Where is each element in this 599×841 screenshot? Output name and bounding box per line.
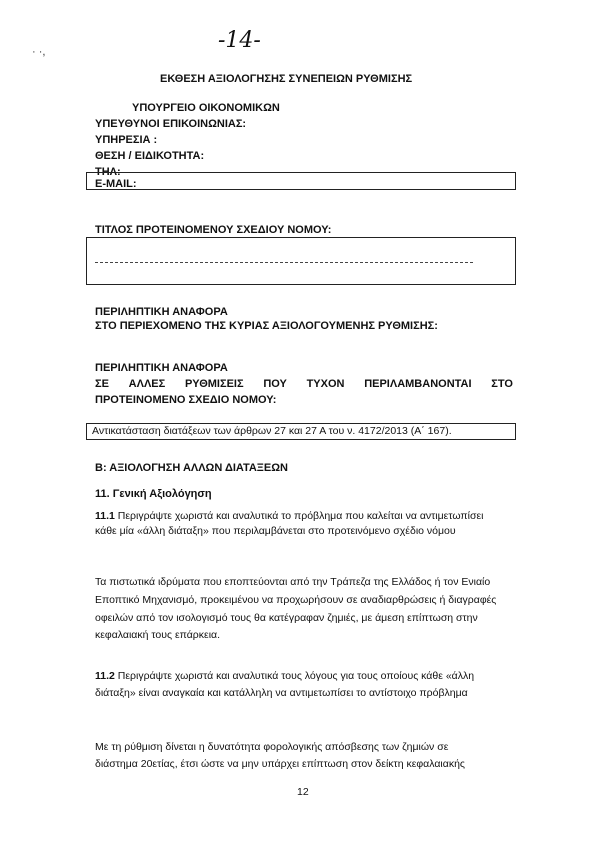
question-11-1-number: 11.1 — [95, 510, 115, 522]
summary-main-heading: ΠΕΡΙΛΗΠΤΙΚΗ ΑΝΑΦΟΡΑ — [95, 306, 228, 318]
summary-other-answer: Αντικατάσταση διατάξεων των άρθρων 27 και 27 Α του ν. 4172/2013 (Α΄ 167). — [92, 425, 452, 437]
general-evaluation-heading: 11. Γενική Αξιολόγηση — [95, 488, 212, 500]
page-number: 12 — [297, 786, 309, 798]
question-11-1-line2: κάθε μία «άλλη διάταξη» που περιλαμβάνεται στο προτεινόμενο σχέδιο νόμου — [95, 525, 456, 537]
summary-other-subheading-line3: ΠΡΟΤΕΙΝΟΜΕΝΟ ΣΧΕΔΙΟ ΝΟΜΟΥ: — [95, 394, 277, 406]
bill-title-label: ΤΙΤΛΟΣ ΠΡΟΤΕΙΝΟΜΕΝΟΥ ΣΧΕΔΙΟΥ ΝΟΜΟΥ: — [95, 224, 332, 236]
answer-11-2-line2: διάστημα 20ετίας, έτσι ώστε να μην υπάρχει επίπτωση στον δείκτη κεφαλαιακής — [95, 758, 465, 770]
summary-main-subheading: ΣΤΟ ΠΕΡΙΕΧΟΜΕΝΟ ΤΗΣ ΚΥΡΙΑΣ ΑΞΙΟΛΟΓΟΥΜΕΝΗΣ ΡΥΘΜΙΣΗΣ: — [95, 320, 438, 332]
question-11-1-text: Περιγράψτε χωριστά και αναλυτικά το πρόβλημα που καλείται να αντιμετωπίσει — [117, 510, 484, 522]
scan-marks: · ·, — [32, 46, 46, 58]
answer-11-1-line4: κεφαλαιακή τους επάρκεια. — [95, 629, 221, 641]
service-label: ΥΠΗΡΕΣΙΑ : — [95, 134, 158, 146]
contact-label: ΥΠΕΥΘΥΝΟΙ ΕΠΙΚΟΙΝΩΝΙΑΣ: — [95, 118, 247, 130]
question-11-2-line2: διάταξη» είναι αναγκαία και κατάλληλη να αντιμετωπίσει το αντίστοιχο πρόβλημα — [95, 687, 468, 699]
ministry-label: ΥΠΟΥΡΓΕΙΟ ΟΙΚΟΝΟΜΙΚΩΝ — [132, 102, 280, 114]
summary-other-word: ΤΥΧΟΝ — [306, 378, 345, 390]
summary-other-word: ΣΤΟ — [491, 378, 513, 390]
phone-label: ΤΗΛ: — [95, 166, 121, 178]
question-11-1-line1 — [95, 510, 483, 522]
bill-title-box — [86, 237, 516, 285]
question-11-2-number: 11.2 — [95, 670, 115, 682]
answer-11-1-line3: οφειλών από τον ισολογισμό τους θα κατέγραφαν ζημιές, με άμεση επίπτωση στην — [95, 612, 478, 624]
summary-other-word: ΡΥΘΜΙΣΕΙΣ — [184, 378, 244, 390]
summary-other-word: ΣΕ — [95, 378, 109, 390]
handwritten-page-mark: -14- — [218, 28, 261, 53]
section-b-heading: Β: ΑΞΙΟΛΟΓΗΣΗ ΑΛΛΩΝ ΔΙΑΤΑΞΕΩΝ — [95, 462, 288, 474]
summary-other-subheading — [95, 378, 513, 390]
email-box — [86, 172, 516, 190]
bill-title-dotted-line — [95, 262, 473, 263]
answer-11-1-line1: Τα πιστωτικά ιδρύματα που εποπτεύονται από την Τράπεζα της Ελλάδος ή τον Ενιαίο — [95, 576, 491, 588]
question-11-2-line1 — [95, 670, 474, 682]
position-label: ΘΕΣΗ / ΕΙΔΙΚΟΤΗΤΑ: — [95, 150, 205, 162]
email-label: E-MAIL: — [95, 178, 137, 190]
question-11-2-text: Περιγράψτε χωριστά και αναλυτικά τους λόγους για τους οποίους κάθε «άλλη — [117, 670, 475, 682]
answer-11-2-line1: Με τη ρύθμιση δίνεται η δυνατότητα φορολογικής απόσβεσης των ζημιών σε — [95, 741, 449, 753]
answer-11-1-line2: Εποπτικό Μηχανισμό, προκειμένου να προχωρήσουν σε αναδιαρθρώσεις ή διαγραφές — [95, 594, 497, 606]
summary-other-word: ΠΟΥ — [263, 378, 287, 390]
summary-other-heading: ΠΕΡΙΛΗΠΤΙΚΗ ΑΝΑΦΟΡΑ — [95, 362, 228, 374]
summary-other-word: ΠΕΡΙΛΑΜΒΑΝΟΝΤΑΙ — [364, 378, 472, 390]
document-title: ΕΚΘΕΣΗ ΑΞΙΟΛΟΓΗΣΗΣ ΣΥΝΕΠΕΙΩΝ ΡΥΘΜΙΣΗΣ — [160, 73, 413, 85]
summary-other-word: ΑΛΛΕΣ — [128, 378, 166, 390]
